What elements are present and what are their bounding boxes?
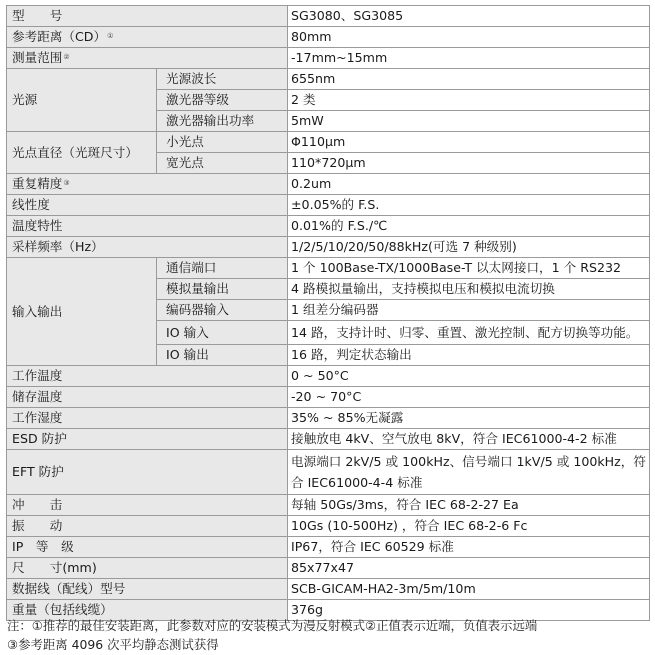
io-in-value: 14 路，支持计时、归零、重置、激光控制、配方切换等功能。: [288, 321, 650, 345]
io-encoder-label: 编码器输入: [157, 300, 288, 321]
ref-distance-label: 参考距离（CD）: [12, 29, 107, 44]
storage-temp-value: -20 ~ 70°C: [288, 387, 650, 408]
measure-range-label: 测量范围: [12, 50, 63, 65]
row-cable: [7, 579, 650, 600]
esd-value: 接触放电 4kV、空气放电 8kV，符合 IEC61000-4-2 标准: [288, 429, 650, 450]
row-esd: [7, 429, 650, 450]
repeatability-value: 0.2um: [288, 174, 650, 195]
row-repeatability: [7, 174, 650, 195]
io-out-value: 16 路，判定状态输出: [288, 345, 650, 366]
spec-table: [6, 5, 650, 621]
footnote-mark-1: ①: [107, 32, 114, 40]
op-humidity-value: 35% ~ 85%无凝露: [288, 408, 650, 429]
laser-class-value: 2 类: [288, 90, 650, 111]
storage-temp-label: 储存温度: [7, 387, 288, 408]
op-temp-label: 工作温度: [7, 366, 288, 387]
sampling-value: 1/2/5/10/20/50/88kHz(可选 7 种级别): [288, 237, 650, 258]
sampling-label: 采样频率（Hz）: [7, 237, 288, 258]
footnote-mark-2: ②: [63, 53, 70, 61]
size-label: 尺 寸(mm): [7, 558, 288, 579]
row-op-temp: [7, 366, 650, 387]
io-label: 输入输出: [7, 258, 157, 366]
op-humidity-label: 工作湿度: [7, 408, 288, 429]
ip-label: IP 等 级: [7, 537, 288, 558]
light-source-label: 光源: [7, 69, 157, 132]
spot-label: 光点直径（光斑尺寸）: [7, 132, 157, 174]
spot-small-value: Φ110μm: [288, 132, 650, 153]
footnote-line-1: 注：①推荐的最佳安装距离，此参数对应的安装模式为漫反射模式②正值表示近端，负值表示远端: [7, 618, 538, 633]
laser-power-value: 5mW: [288, 111, 650, 132]
row-shock: [7, 495, 650, 516]
spot-small-label: 小光点: [157, 132, 288, 153]
repeatability-label: 重复精度: [12, 176, 63, 191]
row-op-humidity: [7, 408, 650, 429]
vibration-label: 振 动: [7, 516, 288, 537]
row-vibration: [7, 516, 650, 537]
ref-distance-value: 80mm: [288, 27, 650, 48]
footnote-mark-3: ③: [63, 179, 70, 187]
wavelength-value: 655nm: [288, 69, 650, 90]
model-value: SG3080、SG3085: [288, 6, 650, 27]
row-ip: [7, 537, 650, 558]
row-light-wavelength: [7, 69, 650, 90]
row-model: [7, 6, 650, 27]
spot-wide-label: 宽光点: [157, 153, 288, 174]
cable-label: 数据线（配线）型号: [7, 579, 288, 600]
row-eft: [7, 450, 650, 495]
row-storage-temp: [7, 387, 650, 408]
shock-value: 每轴 50Gs/3ms，符合 IEC 68-2-27 Ea: [288, 495, 650, 516]
cable-value: SCB-GICAM-HA2-3m/5m/10m: [288, 579, 650, 600]
temperature-char-value: 0.01%的 F.S./℃: [288, 216, 650, 237]
footnotes: [7, 616, 537, 654]
repeatability-label-cell: [7, 174, 288, 195]
linearity-value: ±0.05%的 F.S.: [288, 195, 650, 216]
row-size: [7, 558, 650, 579]
shock-label: 冲 击: [7, 495, 288, 516]
row-temperature-char: [7, 216, 650, 237]
model-label: 型 号: [7, 6, 288, 27]
io-analog-label: 模拟量输出: [157, 279, 288, 300]
size-value: 85x77x47: [288, 558, 650, 579]
row-sampling: [7, 237, 650, 258]
laser-power-label: 激光器输出功率: [157, 111, 288, 132]
eft-value: 电源端口 2kV/5 或 100kHz、信号端口 1kV/5 或 100kHz，符合 IEC61000-4-4 标准: [288, 450, 650, 495]
ref-distance-label-cell: [7, 27, 288, 48]
io-in-label: IO 输入: [157, 321, 288, 345]
row-measure-range: [7, 48, 650, 69]
eft-label: EFT 防护: [7, 450, 288, 495]
row-ref-distance: [7, 27, 650, 48]
row-io-comm: [7, 258, 650, 279]
weight-label: 重量（包括线缆）: [7, 600, 288, 621]
measure-range-label-cell: [7, 48, 288, 69]
io-comm-label: 通信端口: [157, 258, 288, 279]
laser-class-label: 激光器等级: [157, 90, 288, 111]
io-encoder-value: 1 组差分编码器: [288, 300, 650, 321]
wavelength-label: 光源波长: [157, 69, 288, 90]
footnote-line-2: ③参考距离 4096 次平均静态测试获得: [7, 637, 219, 652]
io-comm-value: 1 个 100Base-TX/1000Base-T 以太网接口，1 个 RS232: [288, 258, 650, 279]
measure-range-value: -17mm~15mm: [288, 48, 650, 69]
io-analog-value: 4 路模拟量输出，支持模拟电压和模拟电流切换: [288, 279, 650, 300]
op-temp-value: 0 ~ 50°C: [288, 366, 650, 387]
spot-wide-value: 110*720μm: [288, 153, 650, 174]
vibration-value: 10Gs (10-500Hz) ，符合 IEC 68-2-6 Fc: [288, 516, 650, 537]
row-linearity: [7, 195, 650, 216]
linearity-label: 线性度: [7, 195, 288, 216]
weight-value: 376g: [288, 600, 650, 621]
ip-value: IP67，符合 IEC 60529 标准: [288, 537, 650, 558]
io-out-label: IO 输出: [157, 345, 288, 366]
esd-label: ESD 防护: [7, 429, 288, 450]
row-spot-small: [7, 132, 650, 153]
temperature-char-label: 温度特性: [7, 216, 288, 237]
